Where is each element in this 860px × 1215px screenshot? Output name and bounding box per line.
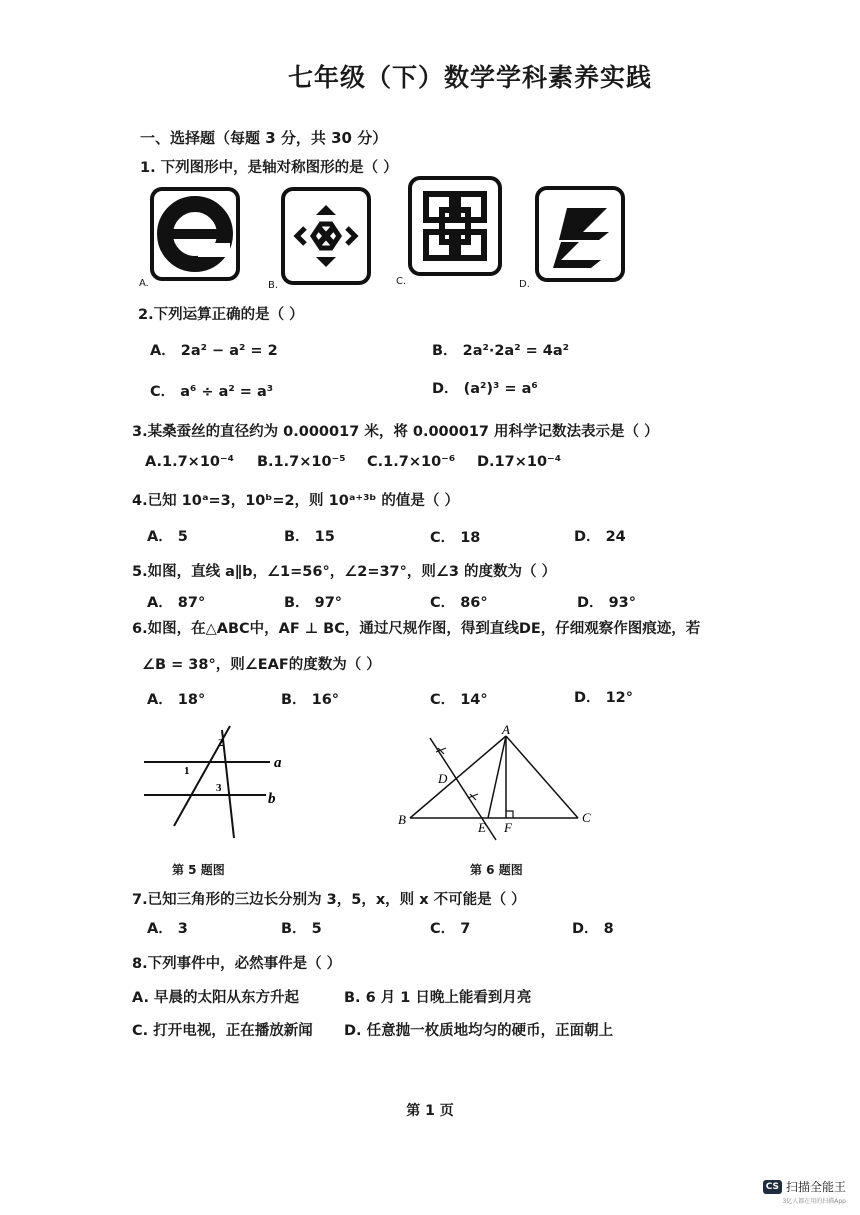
q3-option-c: C.1.7×10⁻⁶ <box>367 454 456 470</box>
question-5: 5.如图，直线 a∥b，∠1=56°，∠2=37°，则∠3 的度数为（ ） <box>132 564 557 580</box>
q2-option-a: A． 2a² − a² = 2 <box>150 343 278 359</box>
section-heading: 一、选择题（每题 3 分，共 30 分） <box>140 129 388 147</box>
question-1: 1. 下列图形中，是轴对称图形的是（ ） <box>140 160 398 176</box>
option-d-s-shape-icon <box>535 186 625 282</box>
q5-option-c: C． 86° <box>430 595 488 611</box>
scanner-tagline: 3亿人都在用的扫描App <box>782 1198 846 1205</box>
option-c-label: C. <box>396 276 407 287</box>
q6-option-a: A． 18° <box>147 692 206 708</box>
question-3: 3.某桑蚕丝的直径约为 0.000017 米，将 0.000017 用科学记数法表示是（ ） <box>132 424 659 440</box>
q8-option-d: D. 任意抛一枚质地均匀的硬币，正面朝上 <box>344 1023 614 1039</box>
fig6-point-d-label: D <box>438 771 448 786</box>
q7-option-d: D． 8 <box>572 921 614 937</box>
option-a-e-icon <box>150 187 240 281</box>
q2-option-d: D． (a²)³ = a⁶ <box>432 381 538 397</box>
q6-option-b: B． 16° <box>281 692 340 708</box>
question-6-line-1: 6.如图，在△ABC中，AF ⊥ BC，通过尺规作图，得到直线DE，仔细观察作图痕迹，若 <box>132 621 701 637</box>
scanner-logo-icon: CS <box>763 1180 782 1194</box>
fig5-angle-2-label: 2 <box>218 737 224 749</box>
question-7: 7.已知三角形的三边长分别为 3，5，x，则 x 不可能是（ ） <box>132 892 526 908</box>
figure-6-caption: 第 6 题图 <box>470 863 523 877</box>
option-d-label: D. <box>519 279 530 290</box>
q5-option-b: B． 97° <box>284 595 343 611</box>
fig6-point-b-label: B <box>398 812 406 827</box>
fig6-point-e-label: E <box>478 820 486 835</box>
q8-option-c: C. 打开电视，正在播放新闻 <box>132 1023 313 1039</box>
q6-option-c: C． 14° <box>430 692 488 708</box>
q3-option-b: B.1.7×10⁻⁵ <box>257 454 346 470</box>
question-2: 2.下列运算正确的是（ ） <box>138 307 304 323</box>
fig5-angle-1-label: 1 <box>184 765 190 777</box>
page-title: 七年级（下）数学学科素养实践 <box>287 63 652 92</box>
q5-option-d: D． 93° <box>577 595 637 611</box>
q2-option-c: C． a⁶ ÷ a² = a³ <box>150 384 274 400</box>
q7-option-a: A． 3 <box>147 921 188 937</box>
q8-option-a: A. 早晨的太阳从东方升起 <box>132 990 300 1006</box>
q6-option-d: D． 12° <box>574 690 634 706</box>
q4-option-c: C． 18 <box>430 530 481 546</box>
q7-option-b: B． 5 <box>281 921 322 937</box>
fig5-line-a-label: a <box>274 755 282 771</box>
option-c-knot-icon <box>408 176 502 276</box>
q4-option-d: D． 24 <box>574 529 626 545</box>
q8-option-b: B. 6 月 1 日晚上能看到月亮 <box>344 990 532 1006</box>
q3-option-a: A.1.7×10⁻⁴ <box>145 454 235 470</box>
fig6-point-c-label: C <box>582 810 591 825</box>
q7-option-c: C． 7 <box>430 921 471 937</box>
option-b-x-arrows-icon <box>281 187 371 285</box>
q4-option-a: A． 5 <box>147 529 188 545</box>
q4-option-b: B． 15 <box>284 529 335 545</box>
figure-5-caption: 第 5 题图 <box>172 863 225 877</box>
fig5-angle-3-label: 3 <box>216 782 222 794</box>
q5-option-a: A． 87° <box>147 595 206 611</box>
fig6-point-f-label: F <box>504 820 512 835</box>
fig6-point-a-label: A <box>502 722 510 737</box>
option-a-label: A. <box>139 278 149 289</box>
question-8: 8.下列事件中，必然事件是（ ） <box>132 956 342 972</box>
fig5-line-b-label: b <box>268 791 276 807</box>
question-4: 4.已知 10ᵃ=3，10ᵇ=2，则 10ᵃ⁺³ᵇ 的值是（ ） <box>132 493 459 509</box>
figure-5-diagram <box>138 722 298 847</box>
scanner-app-name: 扫描全能王 <box>785 1180 846 1194</box>
scanner-watermark <box>763 1178 846 1205</box>
q3-option-d: D.17×10⁻⁴ <box>477 454 562 470</box>
question-6-line-2: ∠B = 38°，则∠EAF的度数为（ ） <box>142 657 381 673</box>
option-b-label: B. <box>268 280 279 291</box>
q2-option-b: B． 2a²·2a² = 4a² <box>432 343 570 359</box>
page-number: 第 1 页 <box>406 1103 454 1119</box>
figure-6-diagram <box>392 722 602 847</box>
